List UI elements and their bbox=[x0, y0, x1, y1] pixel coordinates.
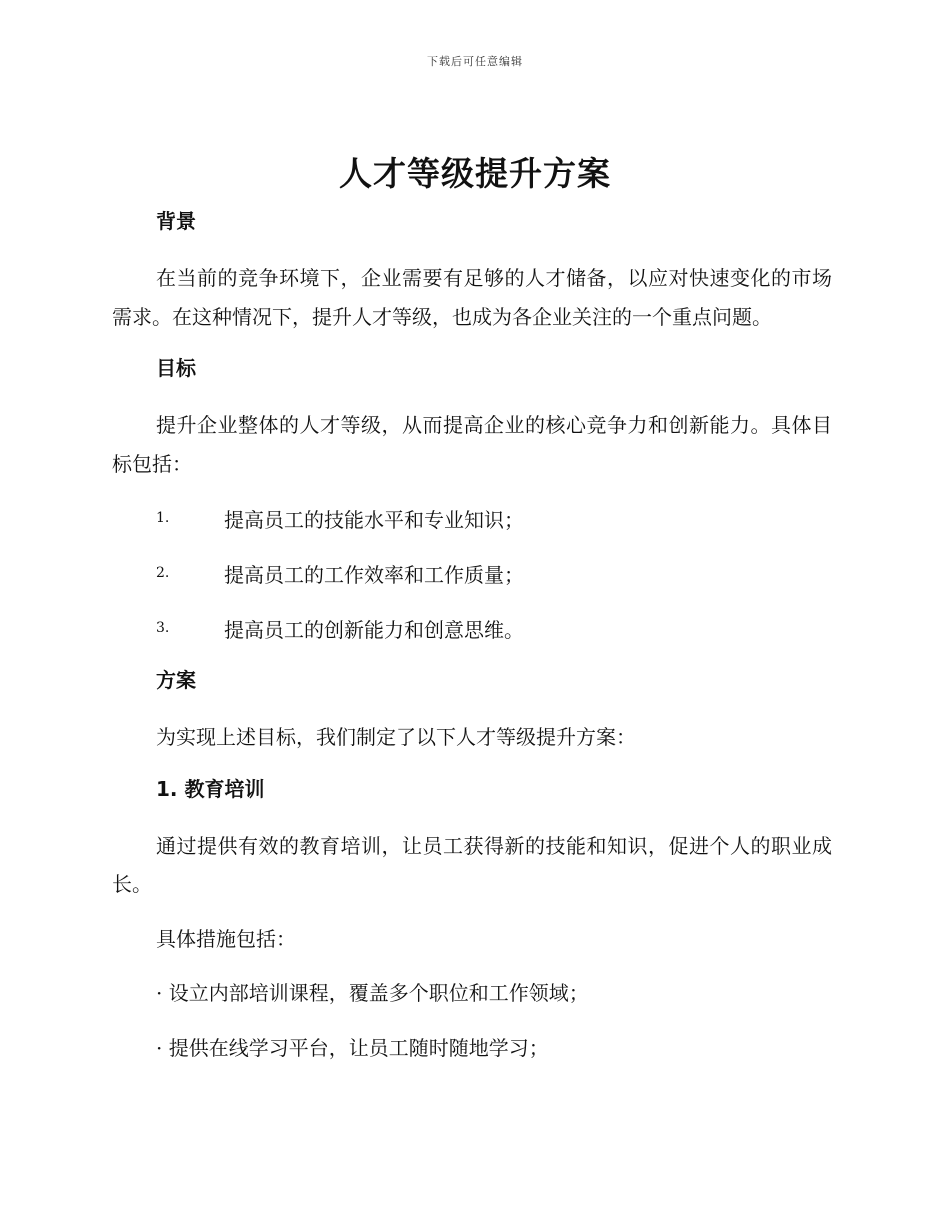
subheading-education-training: 1. 教育培训 bbox=[156, 776, 265, 801]
section-heading-plan: 方案 bbox=[156, 668, 196, 692]
plan-paragraph: 为实现上述目标，我们制定了以下人才等级提升方案： bbox=[156, 725, 636, 749]
goal-paragraph: 提升企业整体的人才等级，从而提高企业的核心竞争力和创新能力。具体目标包括： bbox=[112, 413, 832, 476]
list-number: 1. bbox=[156, 510, 170, 526]
measure-bullet: · 设立内部培训课程，覆盖多个职位和工作领域； bbox=[156, 981, 589, 1005]
goal-list-item bbox=[156, 499, 832, 537]
measures-intro: 具体措施包括： bbox=[156, 926, 296, 951]
document-body bbox=[112, 205, 832, 1084]
goal-list-item bbox=[156, 554, 832, 592]
list-text: 提高员工的工作效率和工作质量； bbox=[224, 562, 524, 587]
education-paragraph: 通过提供有效的教育培训，让员工获得新的技能和知识，促进个人的职业成长。 bbox=[112, 833, 832, 896]
list-text: 提高员工的技能水平和专业知识； bbox=[224, 507, 524, 532]
list-text: 提高员工的创新能力和创意思维。 bbox=[224, 617, 524, 642]
list-number: 3. bbox=[156, 620, 170, 636]
section-heading-goal: 目标 bbox=[156, 356, 196, 380]
header-note: 下载后可任意编辑 bbox=[427, 55, 523, 68]
list-number: 2. bbox=[156, 565, 170, 581]
document-title: 人才等级提升方案 bbox=[339, 154, 611, 193]
goal-list-item bbox=[156, 609, 832, 647]
measure-bullet: · 提供在线学习平台，让员工随时随地学习； bbox=[156, 1036, 549, 1060]
background-paragraph: 在当前的竞争环境下，企业需要有足够的人才储备，以应对快速变化的市场需求。在这种情况下，提升人才等级，也成为各企业关注的一个重点问题。 bbox=[112, 266, 832, 329]
section-heading-background: 背景 bbox=[156, 209, 196, 233]
